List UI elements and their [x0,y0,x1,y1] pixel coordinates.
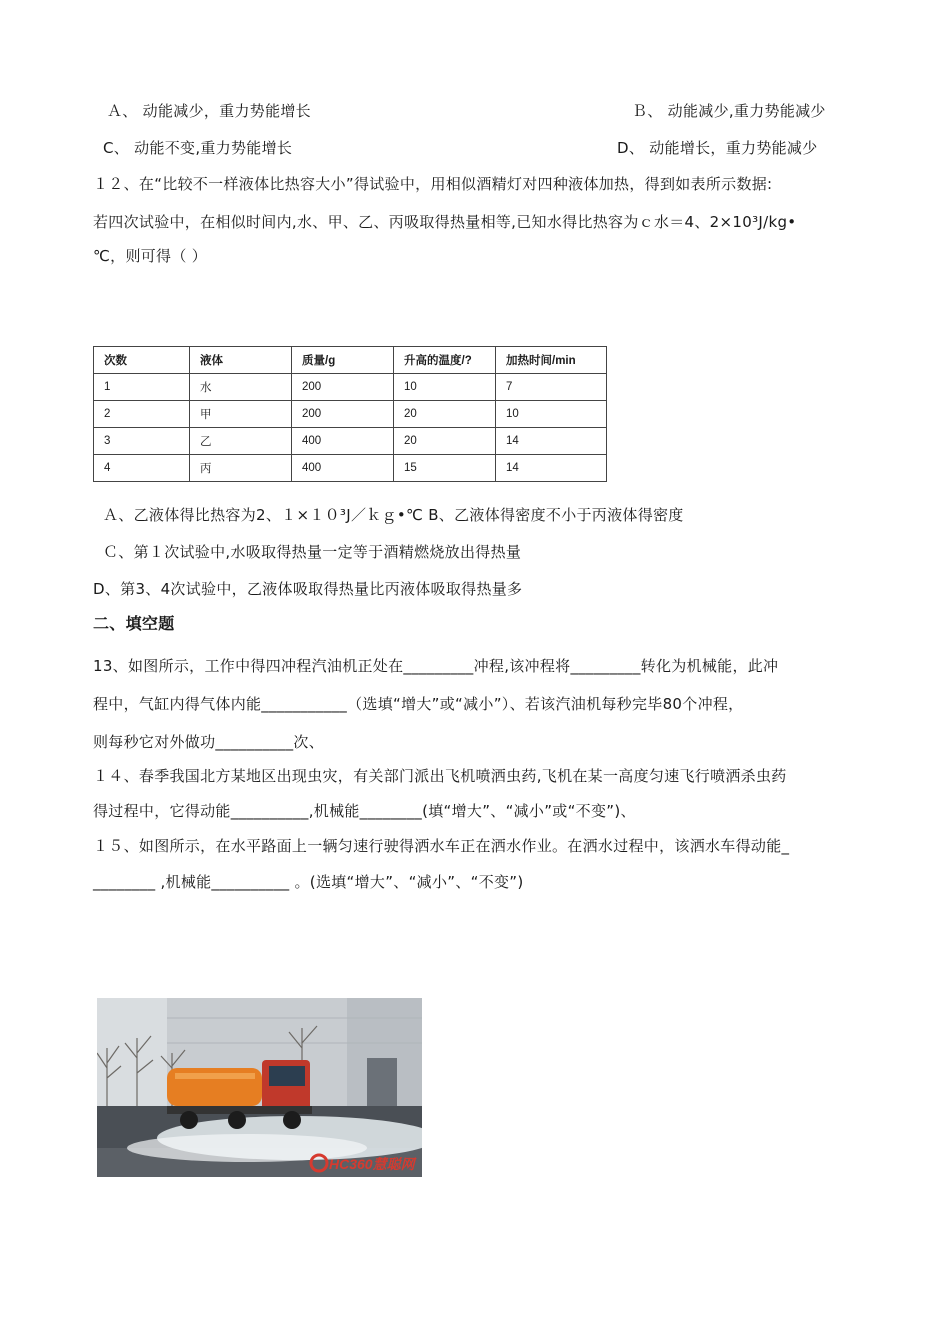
q15-line2: ________ ,机械能__________ 。(选填“增大”、“减小”、“不变”) [93,873,524,891]
q12-stem-line2: 若四次试验中，在相似时间内,水、甲、乙、丙吸取得热量相等,已知水得比热容为ｃ水＝4、2×10³J/kg• [93,213,797,231]
q14-line1: １４、春季我国北方某地区出现虫灾，有关部门派出飞机喷洒虫药,飞机在某一高度匀速飞行喷洒杀虫药 [93,767,787,785]
q12-option-ab: Ａ、乙液体得比热容为2、１×１０³J／ｋｇ•℃ B、乙液体得密度不小于丙液体得密度 [103,506,684,524]
table-cell: 7 [496,374,607,401]
table-header-row [94,347,607,374]
table-cell: 1 [94,374,190,401]
table-cell: 14 [496,455,607,482]
q15-line1: １５、如图所示，在水平路面上一辆匀速行驶得洒水车正在洒水作业。在洒水过程中，该洒水车得动能_ [93,837,790,855]
section-title: 二、填空题 [93,614,175,633]
table-row [94,455,607,482]
q12-data-table [93,346,607,482]
table-header: 加热时间/min [496,347,607,374]
q12-option-c: Ｃ、第１次试验中,水吸取得热量一定等于酒精燃烧放出得热量 [103,543,522,561]
table-cell: 15 [394,455,496,482]
table-header: 升高的温度/? [394,347,496,374]
table-cell: 3 [94,428,190,455]
sprinkler-truck-illustration [97,998,422,1177]
q13-line2: 程中，气缸内得气体内能___________（选填“增大”或“减小”）、若该汽油机每秒完毕80个冲程， [93,695,744,713]
table-row [94,374,607,401]
table-cell: 乙 [190,428,292,455]
table-cell: 4 [94,455,190,482]
table-header: 液体 [190,347,292,374]
q13-line1: 13、如图所示，工作中得四冲程汽油机正处在_________冲程,该冲程将_________转化为机械能，此冲 [93,657,779,675]
q11-option-b: Ｂ、 动能减少,重力势能减少 [632,102,826,120]
table-cell: 丙 [190,455,292,482]
q12-stem-line1: １２、在“比较不一样液体比热容大小”得试验中，用相似酒精灯对四种液体加热，得到如表所示数据: [93,175,773,193]
table-header: 质量/g [292,347,394,374]
q11-option-c: C、 动能不变,重力势能增长 [103,139,293,157]
table-cell: 10 [394,374,496,401]
photo-watermark: HC360慧聪网 [329,1156,415,1172]
table-header: 次数 [94,347,190,374]
table-cell: 200 [292,374,394,401]
table-cell: 20 [394,401,496,428]
table-cell: 10 [496,401,607,428]
sprinkler-truck-photo [97,998,422,1177]
table-cell: 400 [292,428,394,455]
q11-option-d: D、 动能增长，重力势能减少 [617,139,818,157]
q12-option-d: D、第3、4次试验中，乙液体吸取得热量比丙液体吸取得热量多 [93,580,523,598]
table-cell: 甲 [190,401,292,428]
q11-option-a: Ａ、 动能减少，重力势能增长 [107,102,311,120]
q14-line2: 得过程中，它得动能__________,机械能________(填“增大”、“减小”或“不变”)、 [93,802,636,820]
table-cell: 水 [190,374,292,401]
table-row [94,428,607,455]
table-cell: 400 [292,455,394,482]
table-cell: 2 [94,401,190,428]
q12-stem-line3: ℃，则可得（ ） [93,247,208,265]
q13-line3: 则每秒它对外做功__________次、 [93,733,325,751]
table-cell: 20 [394,428,496,455]
table-row [94,401,607,428]
table-cell: 200 [292,401,394,428]
table-cell: 14 [496,428,607,455]
